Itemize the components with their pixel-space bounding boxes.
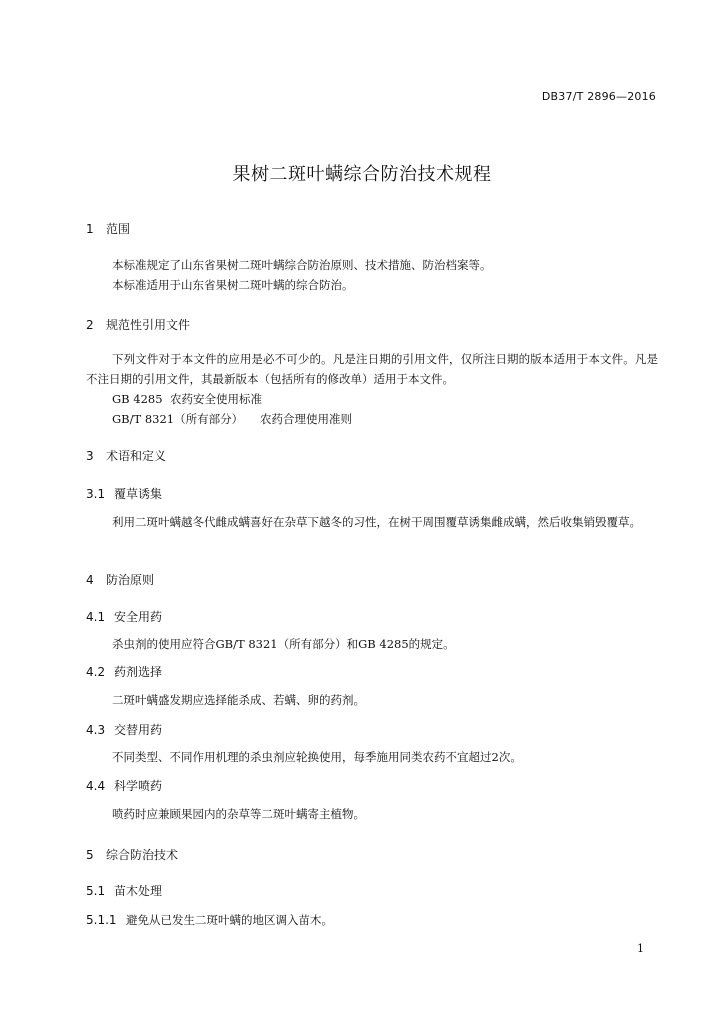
subsection-number: 5.1 (86, 884, 106, 898)
subsection-4-2-text: 二斑叶螨盛发期应选择能杀成、若螨、卵的药剂。 (112, 693, 365, 707)
section-title: 规范性引用文件 (106, 318, 191, 332)
subsection-title: 药剂选择 (114, 665, 163, 679)
reference-title: 农药安全使用标准 (170, 392, 262, 406)
section-number: 1 (86, 222, 94, 236)
subsection-number: 4.4 (86, 779, 106, 793)
section-3-heading (86, 447, 166, 464)
section-title: 防治原则 (106, 573, 155, 587)
section-number: 5 (86, 848, 94, 862)
subsection-number: 4.2 (86, 665, 106, 679)
subsection-4-1-heading (86, 608, 162, 625)
subsection-4-2-heading (86, 663, 162, 680)
section-4-heading (86, 571, 154, 588)
section-2-heading (86, 316, 190, 333)
section-title: 范围 (106, 222, 131, 236)
section-2-paragraph: 下列文件对于本文件的应用是必不可少的。凡是注日期的引用文件，仅所注日期的版本适用于本文件。凡是不注日期的引用文件，其最新版本（包括所有的修改单）适用于本文件。 (86, 352, 658, 386)
reference-title: 农药合理使用准则 (260, 412, 352, 426)
subsection-5-1-heading (86, 882, 162, 899)
reference-code: GB 4285 (112, 392, 163, 406)
standard-code: DB37/T 2896—2016 (541, 90, 656, 103)
section-1-heading (86, 220, 130, 237)
section-5-heading (86, 846, 178, 863)
subsection-4-3-text: 不同类型、不同作用机理的杀虫剂应轮换使用，每季施用同类农药不宜超过2次。 (112, 750, 522, 764)
subsection-title: 覆草诱集 (114, 487, 163, 501)
section-title: 综合防治技术 (106, 848, 179, 862)
subsection-number: 4.3 (86, 723, 106, 737)
section-1-line-1: 本标准规定了山东省果树二斑叶螨综合防治原则、技术措施、防治档案等。 (112, 258, 492, 272)
page-number: 1 (637, 942, 644, 955)
clause-number: 5.1.1 (86, 913, 117, 927)
subsection-number: 4.1 (86, 610, 106, 624)
reference-item (112, 389, 262, 409)
section-number: 3 (86, 449, 94, 463)
reference-code: GB/T 8321（所有部分） (112, 412, 244, 426)
subsection-3-1-paragraph: 利用二斑叶螨越冬代雌成螨喜好在杂草下越冬的习性，在树干周围覆草诱集雌成螨，然后收集销毁覆草。 (112, 515, 641, 529)
section-title: 术语和定义 (106, 449, 167, 463)
section-number: 4 (86, 573, 94, 587)
reference-item (112, 409, 352, 429)
subsection-title: 安全用药 (114, 610, 163, 624)
subsection-4-4-heading (86, 777, 162, 794)
clause-5-1-1 (86, 910, 333, 930)
section-1-line-2: 本标准适用于山东省果树二斑叶螨的综合防治。 (112, 278, 354, 292)
subsection-number: 3.1 (86, 487, 106, 501)
section-number: 2 (86, 318, 94, 332)
subsection-4-3-heading (86, 721, 162, 738)
subsection-title: 科学喷药 (114, 779, 163, 793)
document-title: 果树二斑叶螨综合防治技术规程 (232, 164, 492, 185)
subsection-title: 苗木处理 (114, 884, 163, 898)
subsection-3-1-heading (86, 485, 162, 502)
subsection-4-4-text: 喷药时应兼顾果园内的杂草等二斑叶螨寄主植物。 (112, 807, 365, 821)
subsection-title: 交替用药 (114, 723, 163, 737)
subsection-4-1-text: 杀虫剂的使用应符合GB/T 8321（所有部分）和GB 4285的规定。 (112, 637, 455, 651)
clause-text: 避免从已发生二斑叶螨的地区调入苗木。 (126, 913, 333, 927)
